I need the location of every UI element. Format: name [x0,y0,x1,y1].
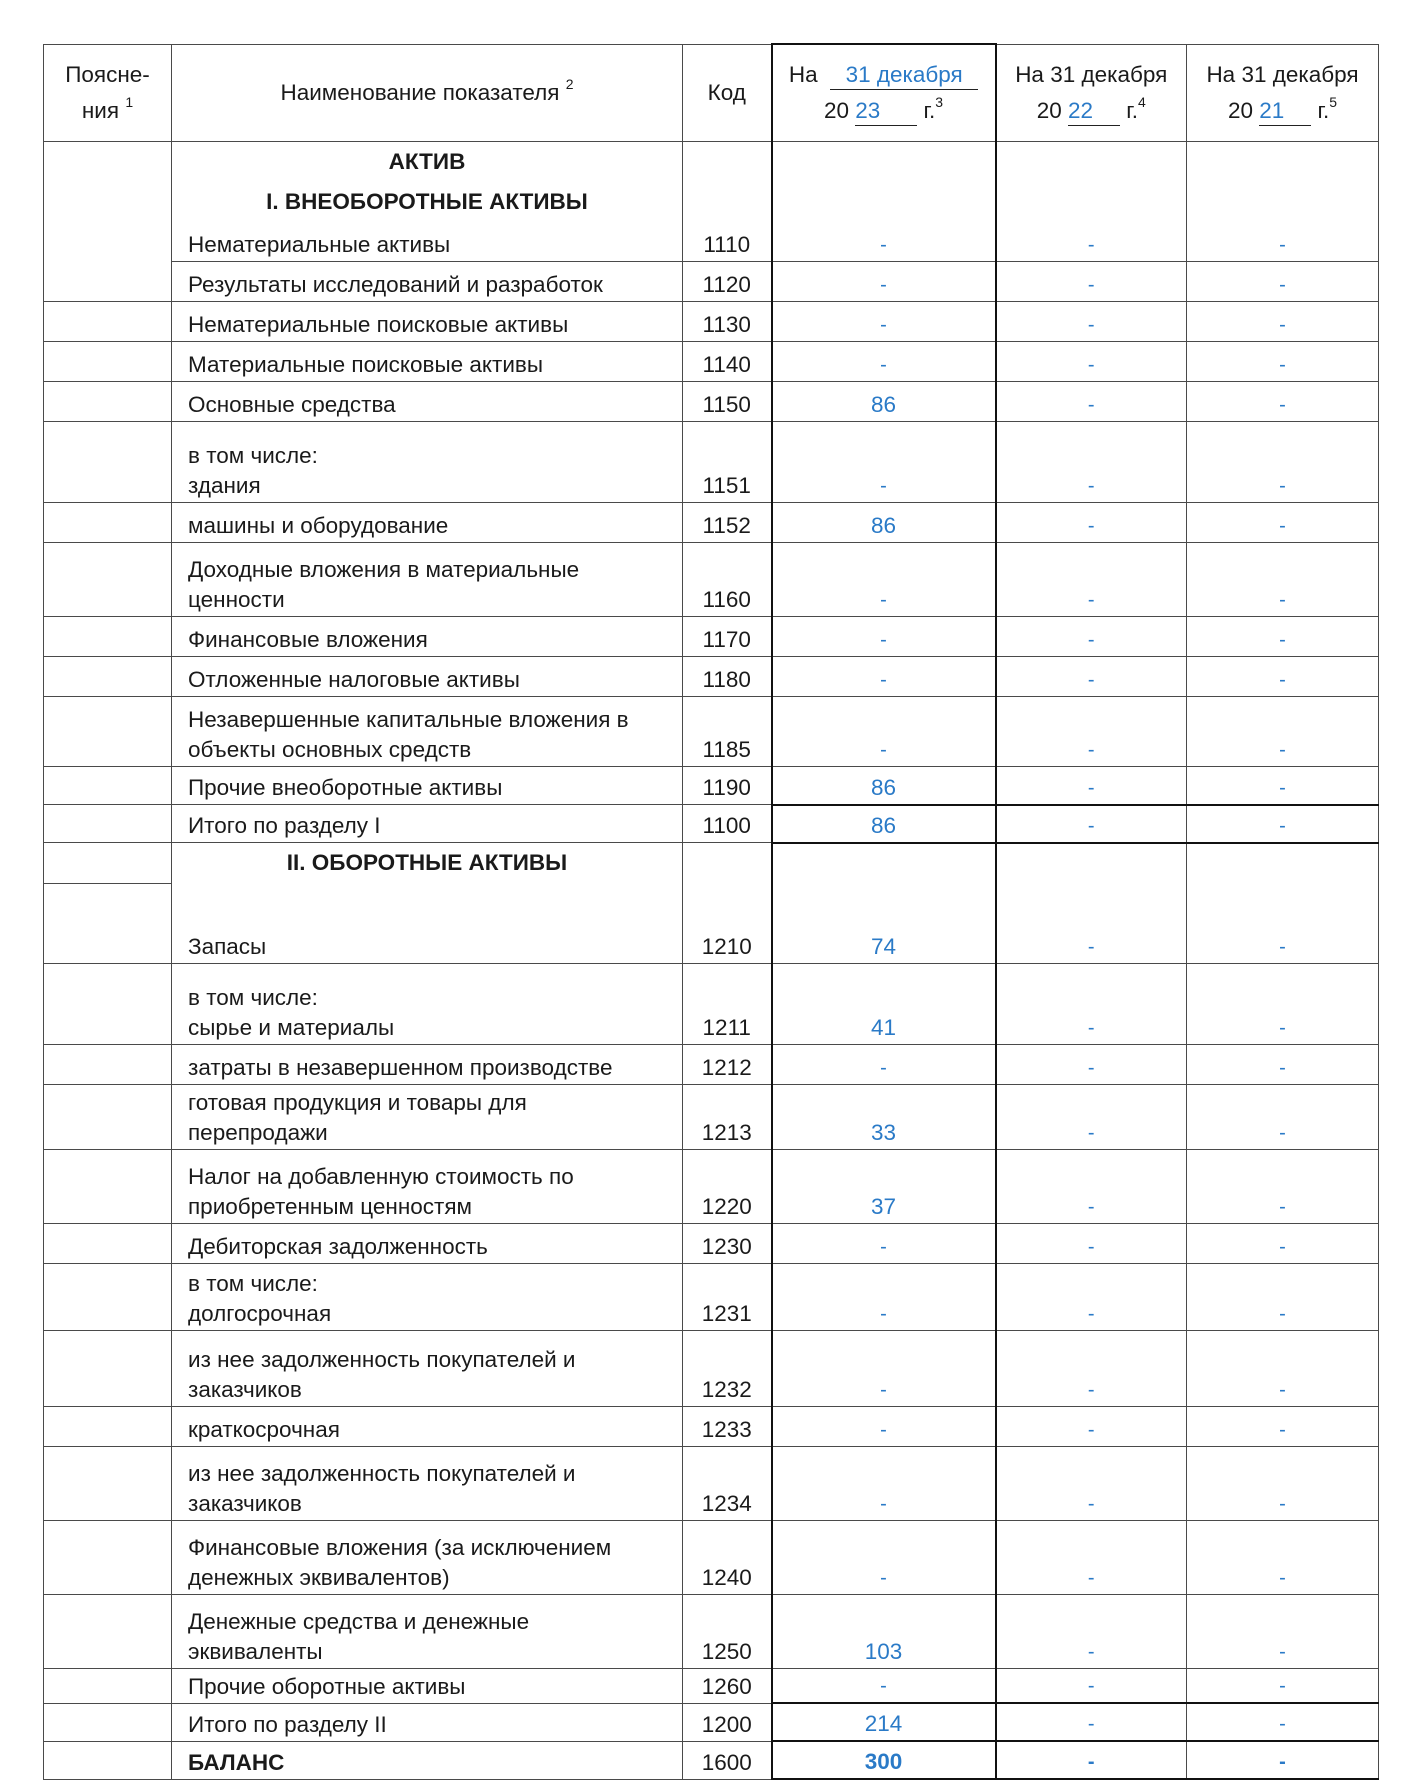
table-row [44,1149,1379,1223]
header-year-prefix: 20 [823,97,849,123]
value-cell: - [996,1149,1187,1223]
value-cell: - [772,1520,996,1594]
value-cell: - [1187,617,1379,657]
row-code: 1140 [683,342,772,382]
value-cell: - [996,697,1187,767]
footnote-mark: 2 [565,76,574,92]
row-code: 1210 [683,883,772,963]
row-label-line1: Налог на добавленную стоимость по [188,1163,574,1189]
header-year: 21 [1259,97,1311,126]
value-cell: - [996,1406,1187,1446]
row-code: 1250 [683,1594,772,1668]
notes-cell [44,382,172,422]
value-cell: - [1187,1668,1379,1703]
row-label [172,342,683,382]
value-cell: - [1187,1263,1379,1330]
value-cell: - [1187,1044,1379,1084]
row-code: 1190 [683,767,772,805]
row-label-line1: Финансовые вложения (за исключением [188,1534,612,1560]
row-label-line1: Доходные вложения в материальные [188,557,580,582]
value-cell: - [772,1446,996,1520]
code-cell [683,141,772,222]
footnote-mark: 3 [935,94,944,111]
row-label-text: эквиваленты [188,1638,323,1664]
row-label [172,617,683,657]
table-row [44,1223,1379,1263]
row-label [172,543,683,617]
notes-cell [44,1668,172,1703]
value-cell: - [996,1330,1187,1406]
table-row [44,1520,1379,1594]
value-cell: - [772,422,996,503]
value-cell: - [996,1263,1187,1330]
table-row [44,382,1379,422]
footnote-mark: 4 [1137,94,1146,110]
row-code: 1230 [683,1223,772,1263]
value-cell: - [772,543,996,617]
row-label-line1: Незавершенные капитальные вложения в [188,707,629,732]
row-code: 1150 [683,382,772,422]
value-cell: - [772,617,996,657]
row-code: 1185 [683,697,772,767]
row-code: 1212 [683,1044,772,1084]
value-cell: - [772,657,996,697]
value-cell: - [1187,222,1379,262]
value-cell: - [1187,1741,1379,1779]
row-code: 1260 [683,1668,772,1703]
table-row [44,1741,1379,1779]
balance-table [43,43,1379,1780]
footnote-mark: 5 [1329,94,1338,110]
value-cell: 41 [772,963,996,1044]
value-cell: - [1187,963,1379,1044]
row-label [172,422,683,503]
header-row [44,44,1379,141]
notes-cell [44,1330,172,1406]
row-code: 1213 [683,1084,772,1149]
value-cell: 86 [772,805,996,843]
header-year: 22 [1068,97,1120,126]
header-year-suffix: г. [923,97,936,123]
table-row [44,767,1379,805]
row-code: 1152 [683,503,772,543]
notes-cell [44,843,172,884]
notes-cell [44,697,172,767]
table-row [44,883,1379,963]
row-label [172,222,683,262]
header-year-suffix: г. [1126,97,1138,123]
value-cell: - [1187,1703,1379,1741]
table-row [44,503,1379,543]
value-cell [996,141,1187,222]
footnote-mark: 1 [125,94,134,110]
value-cell: - [1187,1446,1379,1520]
value-cell: - [772,697,996,767]
notes-cell [44,767,172,805]
row-label-text: Прочие оборотные активы [188,1673,466,1699]
row-label [172,1703,683,1741]
value-cell: - [1187,1084,1379,1149]
row-label-text: ценности [188,587,285,612]
header-period-prefix: На 31 декабря [1015,61,1168,87]
row-label-text: Основные средства [188,392,396,417]
row-label-text: Финансовые вложения [188,627,428,652]
notes-cell [44,302,172,342]
value-cell: - [996,963,1187,1044]
notes-cell [44,1520,172,1594]
row-code: 1151 [683,422,772,503]
row-label-text: Дебиторская задолженность [188,1233,488,1259]
value-cell: - [996,382,1187,422]
row-label-line1: в том числе: [188,443,318,468]
table-row [44,657,1379,697]
notes-cell [44,1703,172,1741]
row-label-line1: из нее задолженность покупателей и [188,1346,576,1372]
value-cell: - [996,617,1187,657]
row-code: 1200 [683,1703,772,1741]
row-code: 1232 [683,1330,772,1406]
value-cell: - [1187,503,1379,543]
row-label [172,1741,683,1779]
value-cell: 74 [772,883,996,963]
row-label-text: Нематериальные активы [188,232,451,257]
value-cell: - [772,1330,996,1406]
header-period-current [772,44,996,141]
row-label-text: заказчиков [188,1490,302,1516]
table-row [44,1594,1379,1668]
row-label [172,1149,683,1223]
header-year-suffix: г. [1317,97,1330,123]
row-label-line1: готовая продукция и товары для [188,1089,527,1115]
section-noncurrent-title: I. ВНЕОБОРОТНЫЕ АКТИВЫ [266,188,588,214]
row-label [172,1594,683,1668]
notes-cell [44,422,172,503]
notes-cell [44,805,172,843]
notes-cell [44,1446,172,1520]
value-cell: - [772,222,996,262]
table-row [44,1263,1379,1330]
row-code: 1220 [683,1149,772,1223]
row-label-text: объекты основных средств [188,737,472,762]
notes-cell [44,657,172,697]
table-row [44,963,1379,1044]
value-cell: 37 [772,1149,996,1223]
value-cell: - [1187,543,1379,617]
notes-cell [44,342,172,382]
row-label-line1: в том числе: [188,984,318,1010]
row-label [172,1520,683,1594]
section-row [44,141,1379,222]
value-cell: - [996,1084,1187,1149]
row-label-text: БАЛАНС [188,1749,285,1775]
row-code: 1600 [683,1741,772,1779]
row-label-line1: в том числе: [188,1270,318,1296]
row-label [172,302,683,342]
value-cell: 214 [772,1703,996,1741]
header-year-prefix: 20 [1227,97,1253,123]
value-cell: - [772,262,996,302]
header-period-prefix: На [788,61,818,87]
row-code: 1170 [683,617,772,657]
row-code: 1180 [683,657,772,697]
row-label-line1: из нее задолженность покупателей и [188,1460,576,1486]
row-label [172,262,683,302]
notes-cell [44,1149,172,1223]
row-label-line1: Денежные средства и денежные [188,1608,530,1634]
value-cell: - [996,543,1187,617]
row-label-text: Отложенные налоговые активы [188,667,520,692]
row-label [172,1263,683,1330]
value-cell: - [1187,1223,1379,1263]
value-cell: - [996,1223,1187,1263]
table-row [44,1668,1379,1703]
row-label [172,1330,683,1406]
row-code: 1231 [683,1263,772,1330]
value-cell: - [1187,262,1379,302]
row-label [172,1044,683,1084]
row-label-text: Итого по разделу II [188,1711,387,1737]
section-current-title: II. ОБОРОТНЫЕ АКТИВЫ [286,850,568,875]
notes-cell [44,617,172,657]
row-label [172,1446,683,1520]
header-notes [44,44,172,141]
row-code: 1110 [683,222,772,262]
value-cell: - [1187,1594,1379,1668]
value-cell: - [1187,697,1379,767]
row-label-text: долгосрочная [188,1300,332,1326]
table-row [44,617,1379,657]
row-label-text: Запасы [188,933,267,959]
value-cell: - [996,805,1187,843]
notes-cell [44,1223,172,1263]
value-cell: - [1187,342,1379,382]
value-cell: 103 [772,1594,996,1668]
header-code: Код [683,44,772,141]
value-cell: - [1187,1330,1379,1406]
value-cell [1187,843,1379,884]
value-cell [772,843,996,884]
row-label-text: краткосрочная [188,1416,340,1442]
value-cell: - [1187,382,1379,422]
value-cell: - [1187,767,1379,805]
row-label [172,697,683,767]
notes-cell [44,1741,172,1779]
row-label [172,382,683,422]
table-row [44,342,1379,382]
row-label-text: Итого по разделу I [188,813,381,838]
row-label [172,963,683,1044]
notes-cell [44,883,172,963]
notes-cell [44,963,172,1044]
table-row [44,1703,1379,1741]
row-label [172,1223,683,1263]
table-row [44,222,1379,262]
value-cell: - [772,1044,996,1084]
row-label [172,1406,683,1446]
value-cell: - [772,1406,996,1446]
table-row [44,1044,1379,1084]
notes-cell [44,543,172,617]
section-title-cell [172,843,683,884]
row-code: 1234 [683,1446,772,1520]
header-notes-line1: Поясне- [65,61,150,87]
value-cell [996,843,1187,884]
row-label-text: затраты в незавершенном производстве [188,1054,613,1080]
notes-cell [44,503,172,543]
value-cell: - [996,1594,1187,1668]
table-row [44,543,1379,617]
value-cell: - [1187,657,1379,697]
header-period-prev2 [1187,44,1379,141]
value-cell: - [996,767,1187,805]
value-cell: - [996,422,1187,503]
row-label [172,883,683,963]
value-cell: - [996,1446,1187,1520]
value-cell: 86 [772,503,996,543]
notes-cell [44,141,172,302]
table-row [44,422,1379,503]
row-label [172,1668,683,1703]
header-year: 23 [855,97,917,126]
notes-cell [44,1044,172,1084]
row-label [172,503,683,543]
value-cell: 33 [772,1084,996,1149]
value-cell: - [1187,422,1379,503]
table-row [44,1330,1379,1406]
code-cell [683,843,772,884]
value-cell: - [996,1741,1187,1779]
value-cell: - [996,342,1187,382]
row-code: 1240 [683,1520,772,1594]
row-label [172,767,683,805]
row-label [172,657,683,697]
value-cell: - [772,342,996,382]
value-cell: - [772,302,996,342]
row-code: 1211 [683,963,772,1044]
section-asset-title: АКТИВ [388,148,466,174]
header-name [172,44,683,141]
notes-cell [44,1084,172,1149]
row-label-text: машины и оборудование [188,513,449,538]
value-cell: - [996,1703,1187,1741]
header-name-label: Наименование показателя [280,79,560,105]
value-cell: - [996,262,1187,302]
value-cell: 86 [772,767,996,805]
row-label-text: Прочие внеоборотные активы [188,775,503,800]
row-label-text: Результаты исследований и разработок [188,272,603,297]
header-notes-line2: ния [81,97,120,123]
row-code: 1160 [683,543,772,617]
value-cell: - [996,222,1187,262]
value-cell: - [996,503,1187,543]
value-cell: - [996,1044,1187,1084]
value-cell: - [1187,302,1379,342]
value-cell [1187,141,1379,222]
row-label-text: перепродажи [188,1119,328,1145]
header-year-prefix: 20 [1036,97,1062,123]
table-row [44,1406,1379,1446]
row-code: 1130 [683,302,772,342]
notes-cell [44,1263,172,1330]
row-code: 1120 [683,262,772,302]
table-row [44,262,1379,302]
row-label-text: заказчиков [188,1376,302,1402]
header-period-prev [996,44,1187,141]
value-cell: - [996,657,1187,697]
value-cell: - [996,302,1187,342]
value-cell: - [1187,883,1379,963]
header-period-prefix: На 31 декабря [1206,61,1359,87]
section-title-cell [172,141,683,222]
row-code: 1100 [683,805,772,843]
notes-cell [44,1406,172,1446]
row-code: 1233 [683,1406,772,1446]
balance-sheet [43,43,1378,1780]
header-period-date: 31 декабря [830,61,978,90]
value-cell: - [996,1668,1187,1703]
row-label-text: здания [188,473,261,498]
value-cell: - [1187,1149,1379,1223]
row-label-text: сырье и материалы [188,1014,395,1040]
value-cell: - [772,1223,996,1263]
value-cell: - [772,1263,996,1330]
table-row [44,1446,1379,1520]
value-cell: 86 [772,382,996,422]
row-label [172,805,683,843]
notes-cell [44,1594,172,1668]
table-row [44,302,1379,342]
value-cell: 300 [772,1741,996,1779]
value-cell: - [996,1520,1187,1594]
row-label-text: Нематериальные поисковые активы [188,312,569,337]
value-cell: - [1187,1406,1379,1446]
table-row [44,697,1379,767]
row-label-text: денежных эквивалентов) [188,1564,450,1590]
value-cell: - [996,883,1187,963]
row-label-text: приобретенным ценностям [188,1193,472,1219]
row-label-text: Материальные поисковые активы [188,352,544,377]
value-cell: - [1187,1520,1379,1594]
value-cell: - [772,1668,996,1703]
value-cell [772,141,996,222]
value-cell: - [1187,805,1379,843]
table-row [44,1084,1379,1149]
row-label [172,1084,683,1149]
table-row [44,805,1379,843]
section-row [44,843,1379,884]
